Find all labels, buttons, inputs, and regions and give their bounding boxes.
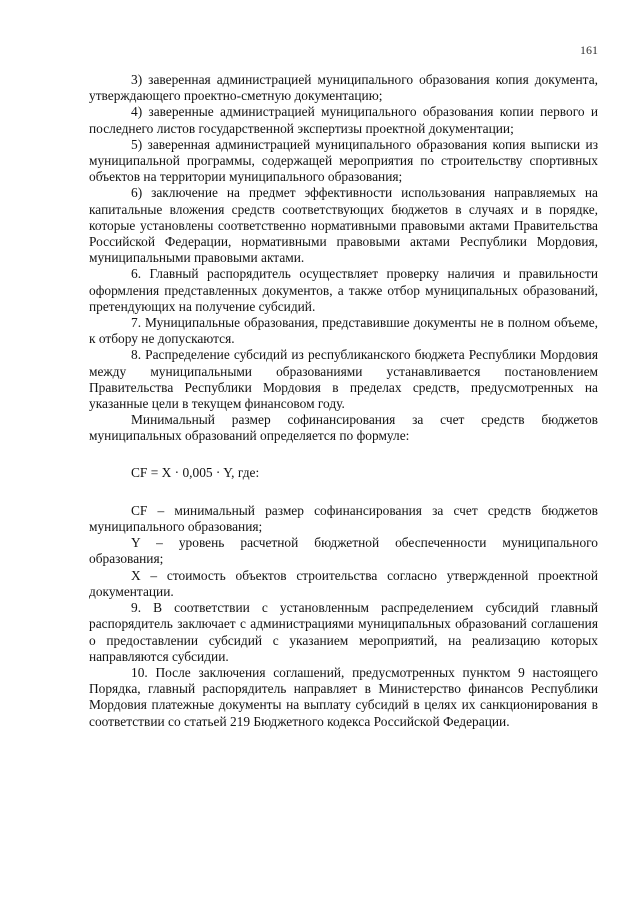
paragraph-item-3: 3) заверенная администрацией муниципального образования копия документа, утверждающего проектно-сметную документацию; bbox=[89, 72, 598, 104]
paragraph-item-5: 5) заверенная администрацией муниципального образования копия выписки из муниципальной программы, содержащей мероприятия по строительству спортивных объектов на территории муниципального образования; bbox=[89, 136, 598, 185]
paragraph-7: 7. Муниципальные образования, представившие документы не в полном объеме, к отбору не допускаются. bbox=[89, 315, 598, 347]
formula: CF = X · 0,005 · Y, где: bbox=[131, 464, 260, 480]
paragraph-9: 9. В соответствии с установленным распределением субсидий главный распорядитель заключает с администрациями муниципальных образований соглашения о предоставлении субсидий с указанием мероприятий, на реализацию которых направляются субсидии. bbox=[89, 600, 598, 664]
paragraph-min-cofinancing: Минимальный размер софинансирования за счет средств бюджетов муниципальных образований определяется по формуле: bbox=[89, 412, 598, 444]
definition-x: X – стоимость объектов строительства согласно утвержденной проектной документации. bbox=[89, 567, 598, 599]
page-number: 161 bbox=[580, 43, 598, 57]
paragraph-6: 6. Главный распорядитель осуществляет проверку наличия и правильности оформления представленных документов, а также отбор муниципальных образований, претендующих на получение субсидий. bbox=[89, 266, 598, 314]
paragraph-8: 8. Распределение субсидий из республиканского бюджета Республики Мордовия между муниципальными образованиями устанавливается постановлением Правительства Республики Мордовия в пределах средств, предусмотренных на указанные цели в текущем финансовом году. bbox=[89, 347, 598, 412]
document-body bbox=[89, 72, 598, 730]
definition-cf: CF – минимальный размер софинансирования за счет средств бюджетов муниципального образования; bbox=[89, 502, 598, 535]
paragraph-item-6-conclusion: 6) заключение на предмет эффективности использования направляемых на капитальные вложения средств соответствующих бюджетов в случаях и в порядке, которые установлены соответственно нормативными правовыми актами Правительства Российской Федерации, нормативными правовыми актами Республики Мордовия, муниципальными правовыми актами. bbox=[89, 185, 598, 266]
paragraph-item-4: 4) заверенные администрацией муниципального образования копии первого и последнего листов государственной экспертизы проектной документации; bbox=[89, 104, 598, 136]
paragraph-10: 10. После заключения соглашений, предусмотренных пунктом 9 настоящего Порядка, главный распорядитель направляет в Министерство финансов Республики Мордовия платежные документы на выплату субсидий в целях их санкционирования в соответствии со статьей 219 Бюджетного кодекса Российской Федерации. bbox=[89, 664, 598, 729]
definition-y: Y – уровень расчетной бюджетной обеспеченности муниципального образования; bbox=[89, 535, 598, 567]
